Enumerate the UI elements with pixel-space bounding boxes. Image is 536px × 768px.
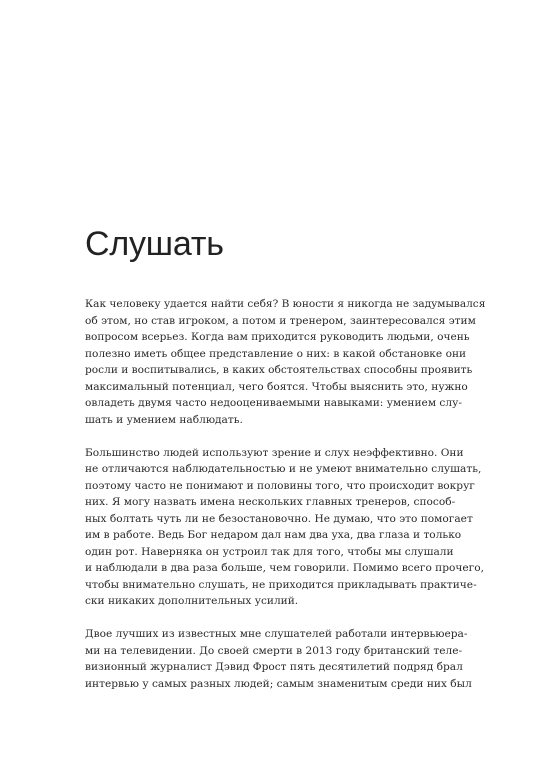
- text-line: ми на телевидении. До своей смерти в 2013 году британский теле-: [85, 644, 463, 657]
- text-line: визионный журналист Дэвид Фрост пять десятилетий подряд брал: [85, 661, 463, 673]
- paragraph-3: [85, 626, 485, 692]
- text-line: шать и умением наблюдать.: [85, 413, 243, 426]
- text-line: Большинство людей используют зрение и слух неэффективно. Они: [85, 446, 464, 459]
- text-line: поэтому часто не понимают и половины того, что происходит вокруг: [85, 479, 475, 492]
- text-line: овладеть двумя часто недооцениваемыми навыками: умением слу-: [85, 397, 462, 409]
- text-line: и наблюдали в два раза больше, чем говорили. Помимо всего прочего,: [85, 562, 484, 574]
- text-line: чтобы внимательно слушать, не приходится прикладывать практиче-: [85, 578, 477, 591]
- text-line: об этом, но став игроком, а потом и тренером, заинтересовался этим: [85, 314, 476, 327]
- text-line: ных болтать чуть ли не безостановочно. Не думаю, что это помогает: [85, 512, 473, 525]
- text-line: Двое лучших из известных мне слушателей работали интервьюера-: [85, 628, 468, 640]
- text-line: интервью у самых разных людей; самым знаменитым среди них был: [85, 677, 472, 690]
- chapter-title: Слушать: [85, 225, 224, 263]
- text-line: не отличаются наблюдательностью и не умеют внимательно слушать,: [85, 463, 482, 475]
- text-line: максимальный потенциал, чего боятся. Чтобы выяснить это, нужно: [85, 380, 468, 393]
- text-line: им в работе. Ведь Бог недаром дал нам два уха, два глаза и только: [85, 529, 462, 541]
- text-line: них. Я могу назвать имена нескольких главных тренеров, способ-: [85, 496, 456, 508]
- text-line: ски никаких дополнительных усилий.: [85, 595, 299, 607]
- paragraph-1: [85, 296, 485, 428]
- paragraph-2: [85, 445, 485, 610]
- text-line: росли и воспитывались, в каких обстоятельствах способны проявить: [85, 364, 473, 376]
- text-line: полезно иметь общее представление о них: в какой обстановке они: [85, 347, 467, 360]
- text-line: Как человеку удается найти себя? В юности я никогда не задумывался: [85, 298, 486, 310]
- text-line: вопросом всерьез. Когда вам приходится руководить людьми, очень: [85, 331, 470, 343]
- body-text: [85, 296, 485, 709]
- text-line: один рот. Наверняка он устроил так для того, чтобы мы слушали: [85, 545, 454, 558]
